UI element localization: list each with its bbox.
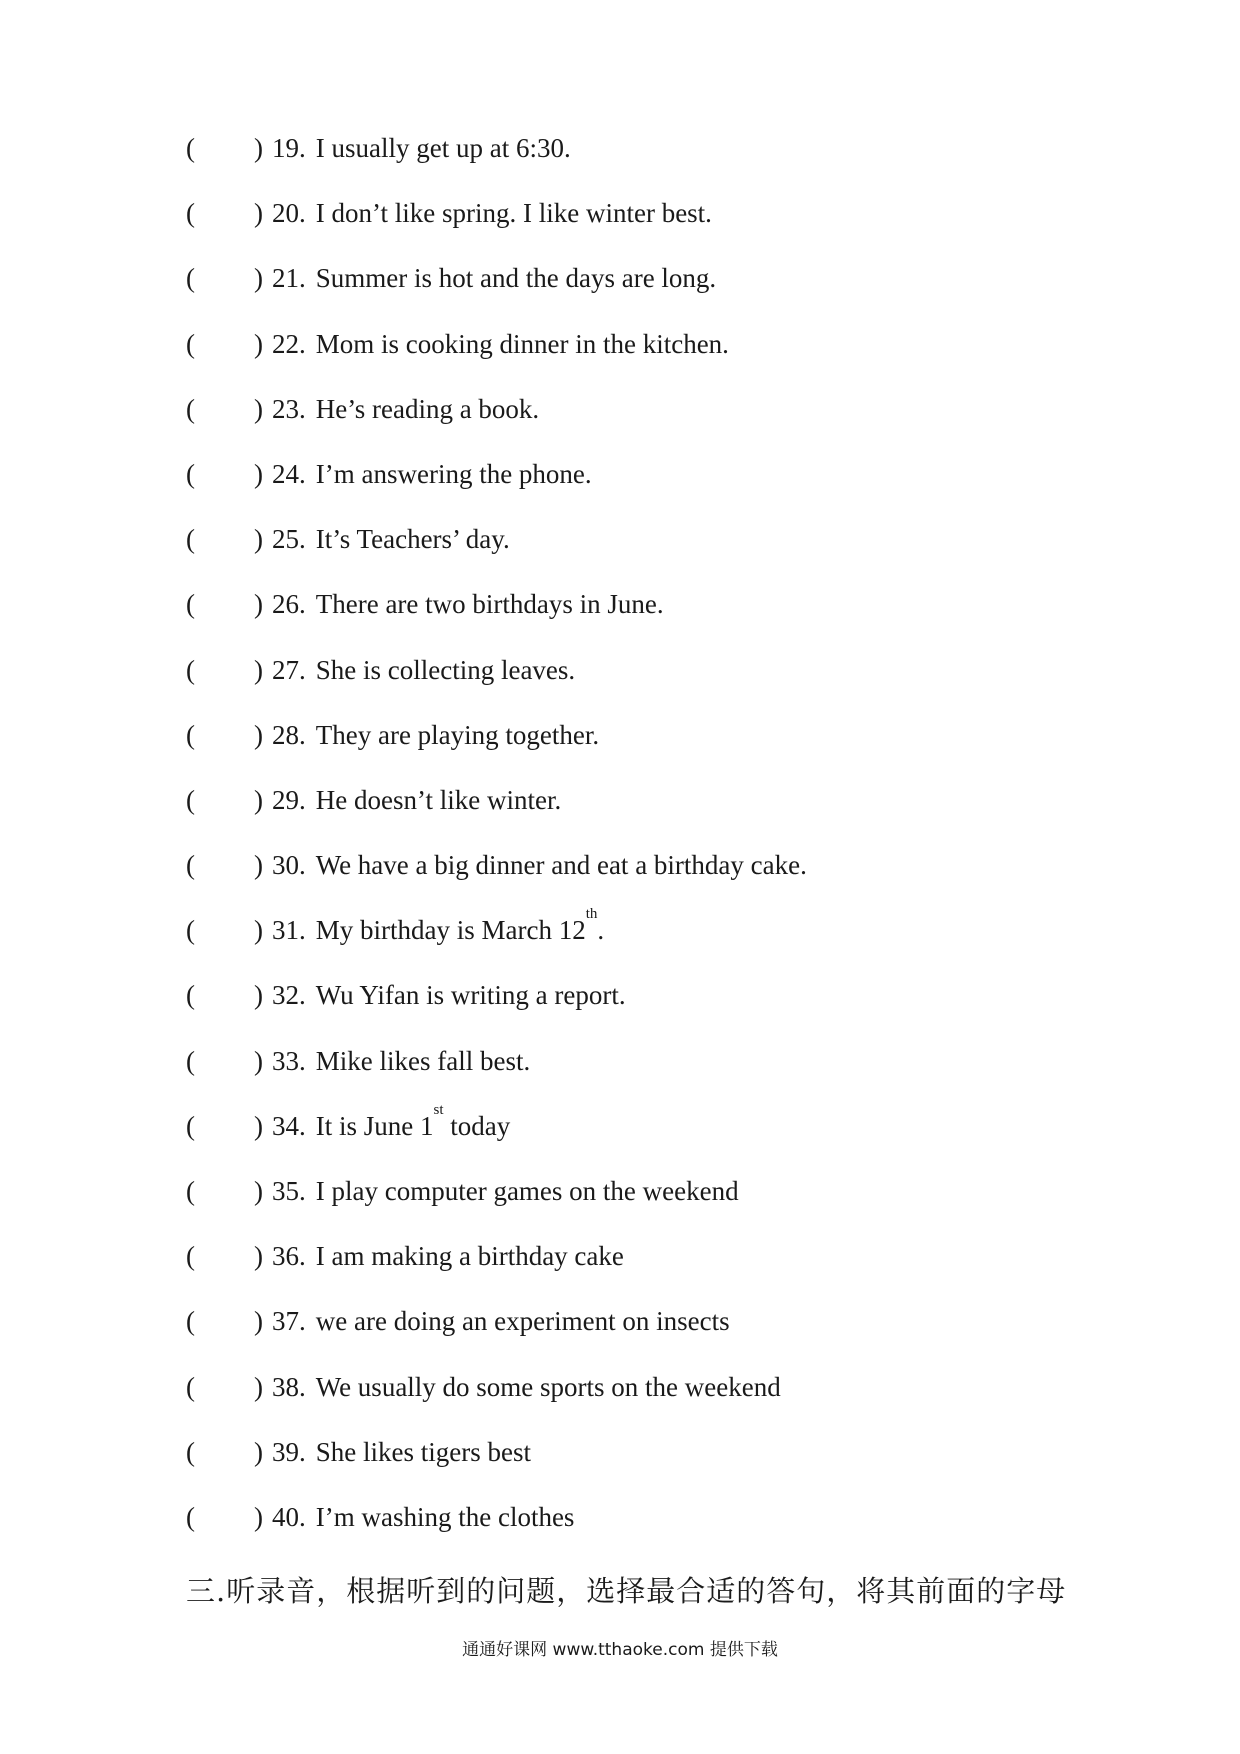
- answer-blank-open: (: [186, 1371, 195, 1402]
- question-text: I’m answering the phone.: [315, 458, 592, 489]
- answer-blank-open: (: [186, 1110, 195, 1141]
- answer-blank-open: (: [186, 263, 195, 294]
- answer-blank-close: ): [254, 1176, 263, 1206]
- answer-blank-close: ): [254, 1306, 263, 1337]
- answer-blank-open: (: [186, 393, 195, 424]
- question-text: I am making a birthday cake: [315, 1241, 624, 1272]
- answer-blank-close: ): [254, 1045, 263, 1076]
- question-number: 28.: [272, 719, 306, 750]
- question-text: Wu Yifan is writing a report.: [315, 980, 626, 1011]
- question-number: 35.: [272, 1176, 306, 1206]
- question-number: 26.: [272, 589, 306, 620]
- question-item: [186, 1045, 1146, 1110]
- answer-blank-close: ): [254, 1436, 263, 1467]
- question-item: [186, 393, 1146, 458]
- question-item: [186, 1371, 1146, 1436]
- section-heading: 三.听录音，根据听到的问题，选择最合适的答句，将其前面的字母: [186, 1574, 1067, 1608]
- question-number: 31.: [272, 915, 306, 946]
- answer-blank-close: ): [254, 1371, 263, 1402]
- answer-blank-open: (: [186, 915, 195, 946]
- page-footer: 通通好课网 www.tthaoke.com 提供下载: [462, 1640, 778, 1660]
- question-text: There are two birthdays in June.: [315, 589, 664, 620]
- question-item: [186, 1501, 1146, 1566]
- question-item: [186, 197, 1146, 262]
- question-text: I usually get up at 6:30.: [315, 133, 571, 163]
- question-item: [186, 132, 1146, 197]
- question-item: [186, 849, 1146, 914]
- question-item: [186, 654, 1146, 719]
- question-text: I play computer games on the weekend: [315, 1176, 739, 1206]
- question-text: Summer is hot and the days are long.: [315, 263, 717, 294]
- answer-blank-close: ): [254, 524, 263, 555]
- answer-blank-close: ): [254, 133, 263, 163]
- question-number: 36.: [272, 1241, 306, 1272]
- question-item: [186, 458, 1146, 523]
- answer-blank-open: (: [186, 524, 195, 555]
- answer-blank-close: ): [254, 915, 263, 946]
- question-number: 24.: [272, 458, 306, 489]
- answer-blank-open: (: [186, 328, 195, 359]
- question-item: [186, 328, 1146, 393]
- question-item: [186, 262, 1146, 327]
- question-text: He’s reading a book.: [315, 393, 540, 424]
- question-text: Mike likes fall best.: [315, 1045, 531, 1076]
- question-item: [186, 1436, 1146, 1501]
- question-item: ( ) 31. My birthday is March 12 th .: [186, 906, 605, 946]
- question-item: [186, 523, 1146, 588]
- question-item: ( ) 34. It is June 1 st today: [186, 1101, 511, 1141]
- question-text: I’m washing the clothes: [315, 1501, 575, 1532]
- answer-blank-close: ): [254, 784, 263, 815]
- question-item: [186, 784, 1146, 849]
- question-number: 21.: [272, 263, 306, 294]
- answer-blank-open: (: [186, 850, 195, 881]
- answer-blank-close: ): [254, 719, 263, 750]
- question-text: It’s Teachers’ day.: [315, 524, 510, 555]
- answer-blank-close: ): [254, 1241, 263, 1272]
- answer-blank-open: (: [186, 719, 195, 750]
- question-number: 22.: [272, 328, 306, 359]
- question-number: 20.: [272, 198, 306, 229]
- answer-blank-close: ): [254, 458, 263, 489]
- question-number: 39.: [272, 1436, 306, 1467]
- question-text: Mom is cooking dinner in the kitchen.: [315, 328, 729, 359]
- answer-blank-close: ): [254, 198, 263, 229]
- question-text: we are doing an experiment on insects: [315, 1306, 730, 1337]
- answer-blank-close: ): [254, 328, 263, 359]
- answer-blank-open: (: [186, 1241, 195, 1272]
- question-text: They are playing together.: [315, 719, 600, 750]
- question-text: My birthday is March 12: [315, 915, 586, 946]
- answer-blank-close: ): [254, 1110, 263, 1141]
- answer-blank-open: (: [186, 654, 195, 685]
- answer-blank-open: (: [186, 1045, 195, 1076]
- question-text: We usually do some sports on the weekend: [315, 1371, 781, 1402]
- answer-blank-open: (: [186, 198, 195, 229]
- answer-blank-close: ): [254, 589, 263, 620]
- question-item: [186, 1305, 1146, 1370]
- question-number: 40.: [272, 1501, 306, 1532]
- question-list: [186, 132, 1146, 1566]
- answer-blank-close: ): [254, 980, 263, 1011]
- question-number: 23.: [272, 393, 306, 424]
- question-text-tail: today: [443, 1110, 511, 1141]
- question-text: She is collecting leaves.: [315, 654, 576, 685]
- question-number: 37.: [272, 1306, 306, 1337]
- answer-blank-open: (: [186, 589, 195, 620]
- answer-blank-open: (: [186, 1176, 195, 1206]
- question-text: He doesn’t like winter.: [315, 784, 562, 815]
- question-number: 25.: [272, 524, 306, 555]
- answer-blank-open: (: [186, 133, 195, 163]
- question-text: We have a big dinner and eat a birthday cake.: [315, 850, 807, 881]
- question-number: 32.: [272, 980, 306, 1011]
- question-text-tail: .: [597, 915, 605, 946]
- answer-blank-close: ): [254, 654, 263, 685]
- question-text: I don’t like spring. I like winter best.: [315, 198, 712, 229]
- answer-blank-open: (: [186, 1436, 195, 1467]
- question-number: 34.: [272, 1110, 306, 1141]
- question-number: 19.: [272, 133, 306, 163]
- question-number: 38.: [272, 1371, 306, 1402]
- question-text: She likes tigers best: [315, 1436, 531, 1467]
- question-item: [186, 1175, 1146, 1240]
- question-item: [186, 588, 1146, 653]
- answer-blank-close: ): [254, 393, 263, 424]
- answer-blank-open: (: [186, 784, 195, 815]
- answer-blank-open: (: [186, 1501, 195, 1532]
- question-item: [186, 719, 1146, 784]
- question-number: 27.: [272, 654, 306, 685]
- question-number: 30.: [272, 850, 306, 881]
- question-number: 29.: [272, 784, 306, 815]
- question-text: It is June 1: [315, 1110, 434, 1141]
- answer-blank-close: ): [254, 1501, 263, 1532]
- answer-blank-open: (: [186, 980, 195, 1011]
- question-item: [186, 1240, 1146, 1305]
- answer-blank-open: (: [186, 1306, 195, 1337]
- question-number: 33.: [272, 1045, 306, 1076]
- question-item: [186, 979, 1146, 1044]
- answer-blank-open: (: [186, 458, 195, 489]
- answer-blank-close: ): [254, 263, 263, 294]
- answer-blank-close: ): [254, 850, 263, 881]
